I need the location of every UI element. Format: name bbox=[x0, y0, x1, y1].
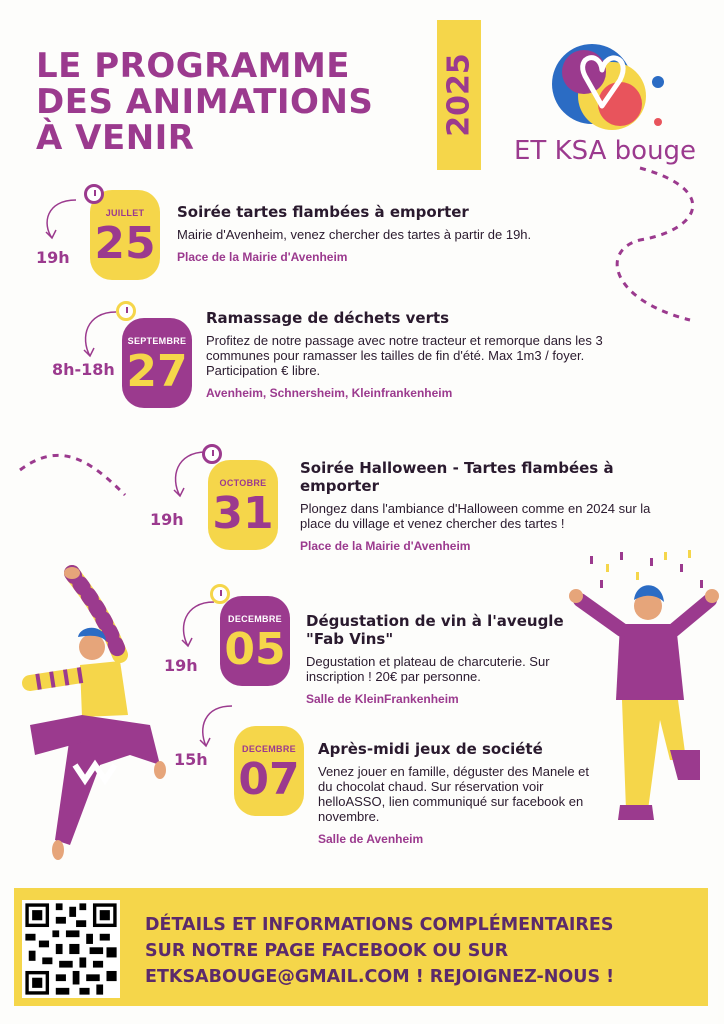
event-time: 19h bbox=[164, 656, 198, 675]
footer-line-2: SUR NOTRE PAGE FACEBOOK OU SUR bbox=[145, 941, 509, 961]
date-day: 27 bbox=[126, 346, 188, 397]
curved-arrow-icon bbox=[36, 194, 86, 244]
clock-icon bbox=[116, 301, 136, 321]
event-title: Soirée tartes flambées à emporter bbox=[177, 203, 469, 221]
event-card bbox=[206, 309, 616, 400]
event-time: 15h bbox=[174, 750, 208, 769]
event-description: Mairie d'Avenheim, venez chercher des tartes à partir de 19h. bbox=[177, 227, 532, 242]
event-card bbox=[306, 612, 576, 706]
date-badge bbox=[234, 726, 304, 816]
event-time: 19h bbox=[150, 510, 184, 529]
curved-arrow-icon bbox=[172, 596, 222, 652]
event-place: Salle de KleinFrankenheim bbox=[306, 692, 459, 706]
title-line-2: DES ANIMATIONS bbox=[36, 82, 374, 122]
event-description: Plongez dans l'ambiance d'Halloween comme en 2024 sur la place du village et venez chercher des tartes ! bbox=[300, 501, 651, 531]
event-card bbox=[177, 203, 677, 264]
date-day: 31 bbox=[212, 488, 274, 539]
curved-arrow-icon bbox=[190, 700, 240, 752]
event-description: Profitez de notre passage avec notre tracteur et remorque dans les 3 communes pour ramasser les tailles de fin d'été. Max 1m3 / foyer. Participation € libre. bbox=[206, 333, 603, 378]
event-card bbox=[300, 459, 685, 553]
event-description: Venez jouer en famille, déguster des Manele et du chocolat chaud. Sur réservation voir helloASSO, lien communiqué sur facebook en novembre. bbox=[318, 764, 590, 824]
event-title: Ramassage de déchets verts bbox=[206, 309, 450, 327]
title-line-3: À VENIR bbox=[36, 118, 195, 158]
footer-line-1: DÉTAILS ET INFORMATIONS COMPLÉMENTAIRES bbox=[145, 915, 614, 935]
year-label: 2025 bbox=[441, 53, 477, 137]
footer-info-text bbox=[145, 912, 705, 990]
event-title: Soirée Halloween - Tartes flambées à emporter bbox=[300, 459, 614, 495]
date-badge bbox=[220, 596, 290, 686]
qr-code[interactable] bbox=[22, 900, 120, 998]
date-badge bbox=[122, 318, 192, 408]
event-place: Place de la Mairie d'Avenheim bbox=[177, 250, 348, 264]
event-description: Degustation et plateau de charcuterie. Sur inscription ! 20€ par personne. bbox=[306, 654, 550, 684]
date-month: DECEMBRE bbox=[242, 744, 296, 754]
footer-line-3: ETKSABOUGE@GMAIL.COM ! REJOIGNEZ-NOUS ! bbox=[145, 967, 615, 987]
event-card bbox=[318, 740, 593, 846]
title-line-1: LE PROGRAMME bbox=[36, 46, 351, 86]
clock-icon bbox=[84, 184, 104, 204]
event-title: Après-midi jeux de société bbox=[318, 740, 543, 758]
date-badge bbox=[208, 460, 278, 550]
event-time: 19h bbox=[36, 248, 70, 267]
clock-icon bbox=[210, 584, 230, 604]
clock-icon bbox=[202, 444, 222, 464]
event-time: 8h-18h bbox=[52, 360, 115, 379]
event-title: Dégustation de vin à l'aveugle "Fab Vins" bbox=[306, 612, 564, 648]
dancing-person-illustration bbox=[560, 550, 720, 830]
dancing-person-illustration bbox=[10, 565, 170, 865]
event-place: Salle de Avenheim bbox=[318, 832, 424, 846]
date-day: 07 bbox=[238, 754, 300, 805]
date-month: JUILLET bbox=[105, 208, 145, 218]
event-place: Place de la Mairie d'Avenheim bbox=[300, 539, 471, 553]
date-month: SEPTEMBRE bbox=[127, 336, 187, 346]
date-badge bbox=[90, 190, 160, 280]
event-place: Avenheim, Schnersheim, Kleinfrankenheim bbox=[206, 386, 453, 400]
logo-text: ET KSA bouge bbox=[514, 136, 697, 166]
date-month: DECEMBRE bbox=[228, 614, 282, 624]
date-day: 25 bbox=[94, 218, 156, 269]
date-day: 05 bbox=[224, 624, 286, 675]
date-month: OCTOBRE bbox=[219, 478, 267, 488]
